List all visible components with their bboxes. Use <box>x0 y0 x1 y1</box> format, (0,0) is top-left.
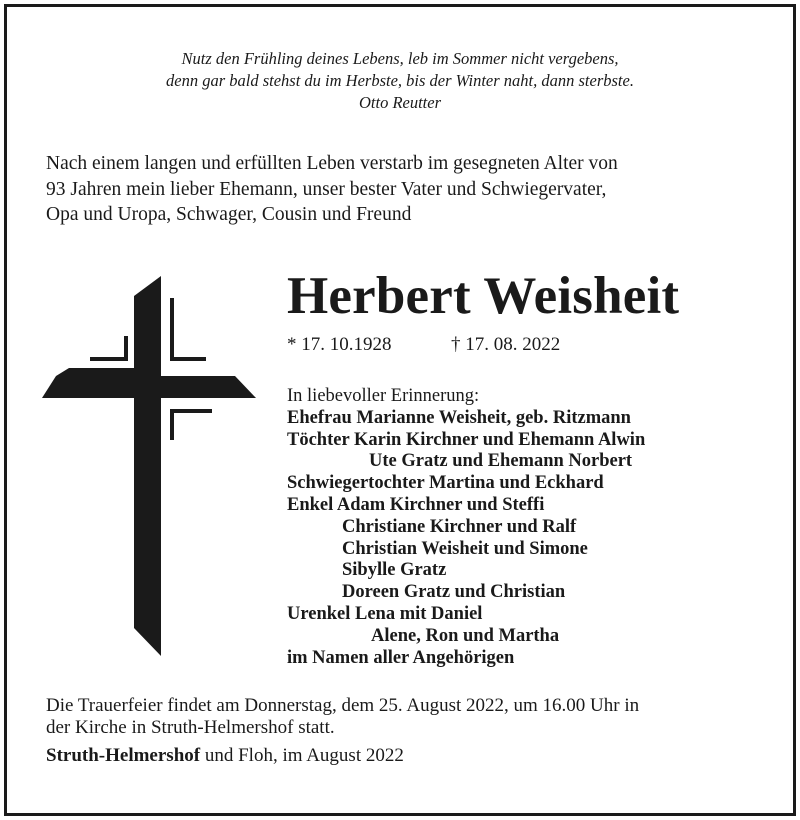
signature-rest: und Floh, im August 2022 <box>200 745 404 766</box>
death-date: † 17. 08. 2022 <box>451 334 561 355</box>
life-dates <box>287 333 561 357</box>
mourner-line: Christiane Kirchner und Ralf <box>342 516 577 537</box>
intro-line-2: 93 Jahren mein lieber Ehemann, unser bester Vater und Schwiegervater, <box>46 178 607 200</box>
mourner-line: Sibylle Gratz <box>342 560 447 581</box>
signature-place: Struth-Helmershof <box>46 745 201 766</box>
mourners-list <box>287 386 767 669</box>
mourner-line: Doreen Gratz und Christian <box>342 582 566 603</box>
funeral-line-1: Die Trauerfeier findet am Donnerstag, dem 25. August 2022, um 16.00 Uhr in <box>46 695 640 716</box>
intro-text <box>46 151 766 228</box>
quote-block <box>0 48 800 114</box>
mourner-line: Urenkel Lena mit Daniel <box>287 603 483 624</box>
deceased-name: Herbert Weisheit <box>287 267 680 325</box>
quote-author: Otto Reutter <box>358 93 442 112</box>
birth-date: * 17. 10.1928 <box>287 334 392 355</box>
quote-line-1: Nutz den Frühling deines Lebens, leb im Sommer nicht vergebens, <box>181 49 619 68</box>
mourner-line: Schwiegertochter Martina und Eckhard <box>287 473 604 494</box>
cross-icon <box>40 272 260 662</box>
mourners-heading: In liebevoller Erinnerung: <box>287 386 480 406</box>
mourner-line: Enkel Adam Kirchner und Steffi <box>287 494 545 515</box>
mourner-line: Ehefrau Marianne Weisheit, geb. Ritzmann <box>287 407 631 428</box>
intro-line-1: Nach einem langen und erfüllten Leben verstarb im gesegneten Alter von <box>46 153 618 174</box>
mourner-line: Christian Weisheit und Simone <box>342 538 588 559</box>
mourner-line: Ute Gratz und Ehemann Norbert <box>369 451 633 472</box>
quote-line-2: denn gar bald stehst du im Herbste, bis der Winter naht, dann sterbste. <box>166 71 634 90</box>
intro-line-3: Opa und Uropa, Schwager, Cousin und Freund <box>46 204 412 225</box>
mourner-line: Töchter Karin Kirchner und Ehemann Alwin <box>287 429 646 450</box>
funeral-line-2: der Kirche in Struth-Helmershof statt. <box>46 717 335 738</box>
mourner-line: im Namen aller Angehörigen <box>287 647 515 668</box>
mourner-line: Alene, Ron und Martha <box>371 625 560 646</box>
signature-line <box>46 745 404 767</box>
funeral-info <box>46 695 766 739</box>
